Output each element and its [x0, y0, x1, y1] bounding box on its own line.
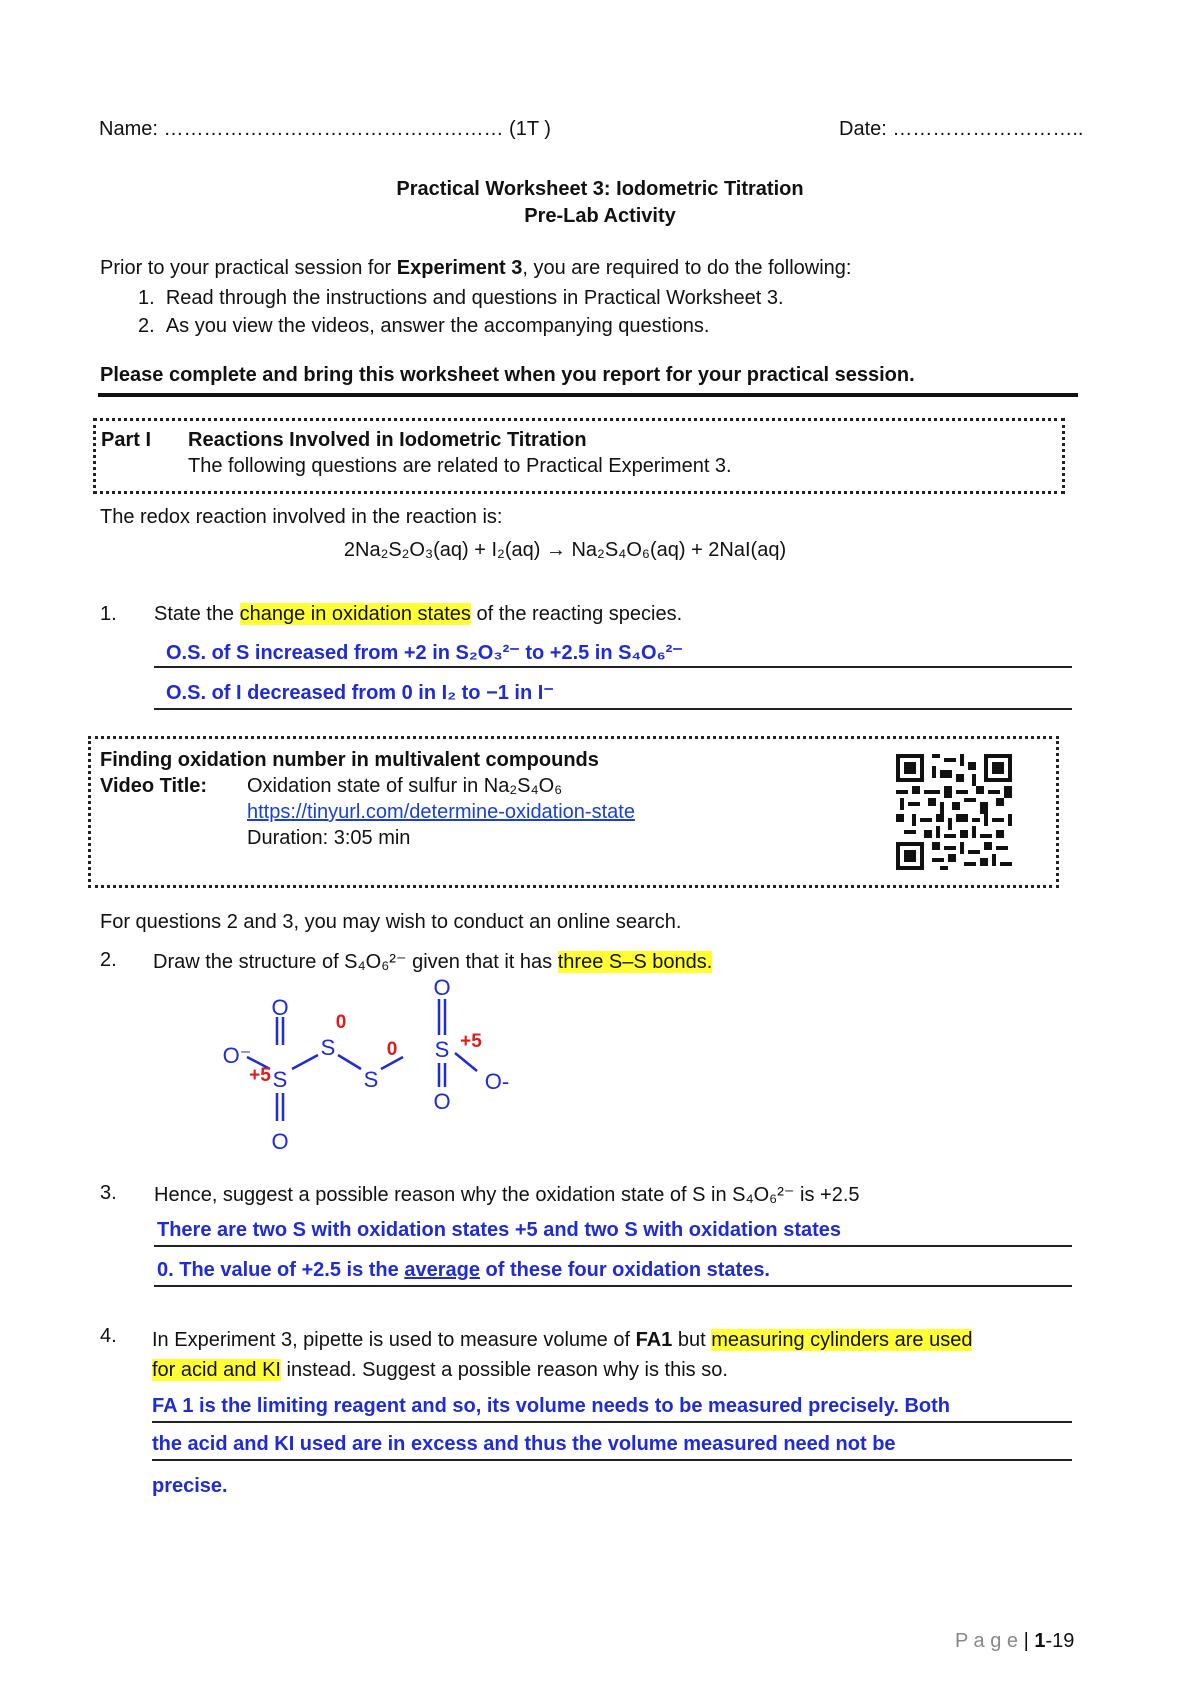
q3-number: 3. — [100, 1182, 117, 1204]
video-title-label: Video Title: — [100, 775, 208, 797]
q4-answer: FA 1 is the limiting reagent and so, its volume needs to be measured precisely. Both — [152, 1395, 950, 1417]
q4-answer: precise. — [152, 1475, 228, 1497]
answer-line — [154, 708, 1072, 710]
page-footer: P a g e | 1-19 — [955, 1630, 1075, 1652]
part1-heading: Reactions Involved in Iodometric Titration — [188, 429, 587, 451]
answer-line — [154, 1285, 1072, 1287]
part1-subheading: The following questions are related to Practical Experiment 3. — [188, 455, 732, 477]
reaction-intro: The redox reaction involved in the reaction is: — [100, 506, 503, 528]
intro-item: 1. Read through the instructions and questions in Practical Worksheet 3. — [138, 287, 784, 309]
reaction-equation: 2Na₂S₂O₃(aq) + I₂(aq) → Na₂S₄O₆(aq) + 2NaI(aq) — [343, 539, 787, 561]
os-label: +5 — [460, 1031, 482, 1052]
video-link[interactable]: https://tinyurl.com/determine-oxidation-state — [247, 801, 635, 823]
video-heading: Finding oxidation number in multivalent compounds — [100, 749, 599, 771]
q2-text: Draw the structure of S₄O₆²⁻ given that it has three S–S bonds. — [153, 951, 713, 973]
atom-s: S — [434, 1037, 450, 1062]
atom-o-minus: O- — [484, 1069, 510, 1094]
q4-text: In Experiment 3, pipette is used to measure volume of FA1 but measuring cylinders are used for acid and KI instead. Suggest a possible reason why is this so. — [152, 1329, 973, 1381]
page-subtitle: Pre-Lab Activity — [524, 205, 676, 227]
q1-answer: O.S. of S increased from +2 in S₂O₃²⁻ to +2.5 in S₄O₆²⁻ — [166, 642, 683, 664]
q1-answer: O.S. of I decreased from 0 in I₂ to −1 in I⁻ — [166, 682, 554, 704]
answer-line — [154, 1245, 1072, 1247]
bring-worksheet-note: Please complete and bring this worksheet when you report for your practical session. — [100, 364, 915, 386]
atom-o: O — [271, 995, 289, 1020]
q1-number: 1. — [100, 603, 117, 625]
q3-answer: 0. The value of +2.5 is the average of these four oxidation states. — [157, 1259, 770, 1281]
atom-o-minus: O⁻ — [222, 1043, 252, 1068]
atom-s: S — [320, 1035, 336, 1060]
name-line: Name: …………………………………………… (1T ) — [99, 118, 551, 140]
part1-label: Part I — [101, 429, 152, 451]
intro-item: 2. As you view the videos, answer the accompanying questions. — [138, 315, 710, 337]
video-duration: Duration: 3:05 min — [247, 827, 411, 849]
date-blank[interactable]: ……………………….. — [892, 118, 1084, 140]
atom-s: S — [272, 1067, 288, 1092]
os-label: 0 — [386, 1039, 398, 1060]
answer-line — [154, 666, 1072, 668]
q3-answer: There are two S with oxidation states +5 and two S with oxidation states — [157, 1219, 842, 1241]
divider — [98, 393, 1078, 397]
q1-text: State the change in oxidation states of the reacting species. — [154, 603, 683, 625]
q4-answer: the acid and KI used are in excess and thus the volume measured need not be — [152, 1433, 896, 1455]
s4o6-structure — [215, 975, 535, 1165]
q3-text: Hence, suggest a possible reason why the oxidation state of S in S₄O₆²⁻ is +2.5 — [154, 1184, 860, 1206]
intro-text: Prior to your practical session for Experiment 3, you are required to do the following: — [100, 257, 852, 279]
answer-line — [152, 1421, 1072, 1423]
atom-o: O — [433, 1089, 451, 1114]
q2-number: 2. — [100, 949, 117, 971]
name-blank[interactable]: …………………………………………… — [163, 118, 504, 140]
video-title: Oxidation state of sulfur in Na₂S₄O₆ — [247, 775, 563, 797]
search-note: For questions 2 and 3, you may wish to conduct an online search. — [100, 911, 682, 933]
q4-number: 4. — [100, 1325, 117, 1347]
os-label: +5 — [249, 1065, 271, 1086]
atom-o: O — [433, 975, 451, 1000]
atom-s: S — [363, 1067, 379, 1092]
os-label: 0 — [335, 1012, 347, 1033]
page-title: Practical Worksheet 3: Iodometric Titration — [396, 178, 804, 200]
answer-line — [152, 1459, 1072, 1461]
date-line: Date: ……………………….. — [839, 118, 1084, 140]
atom-o: O — [271, 1129, 289, 1154]
qr-code[interactable] — [896, 754, 1012, 870]
